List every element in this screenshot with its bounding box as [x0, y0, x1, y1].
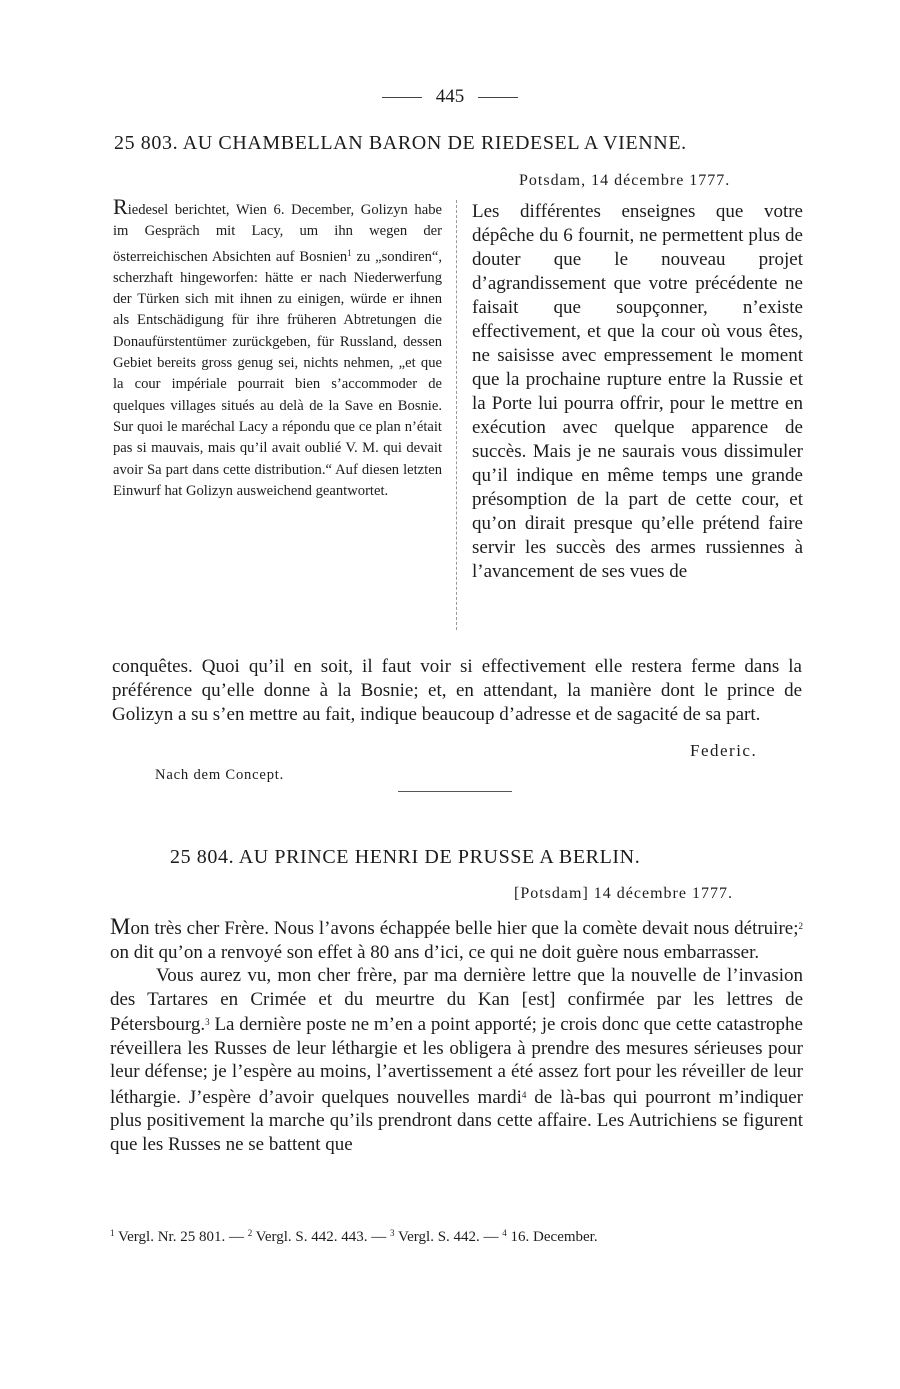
- footnote-2-mark: 2: [247, 1228, 253, 1238]
- page-number-rule-left: [382, 97, 422, 98]
- p2-text-a: Vous aurez vu, mon cher frère, par ma dernière lettre que la nouvelle de l’invasion des Tartares en Crimée et du meurtre du Kan [est] confirmée par les lettres de Pétersbourg.: [110, 965, 803, 1035]
- letter-2-body: [110, 915, 803, 1156]
- summary-dropcap: R: [113, 194, 128, 219]
- column-separator: [456, 200, 457, 630]
- letter-2-dropcap: M: [110, 914, 131, 939]
- summary-text-a: iedesel berichtet, Wien 6. December, Golizyn habe im Gespräch mit Lacy, um ihn wegen der österreichischen Absichten auf Bosnien: [113, 202, 442, 265]
- footnotes: [110, 1222, 803, 1248]
- footnote-ref-1: 1: [347, 247, 352, 258]
- footnote-1-text: Vergl. Nr. 25 801. —: [114, 1229, 248, 1245]
- p2-text-b: La dernière poste ne m’en a point apporté; je crois donc que cette catastrophe réveillera les Russes de leur léthargie et les obligera à prendre des mesures sérieuses pour leur défense; je l’espère au moins, l’avertissement a été assez fort pour les réveiller de leur léthargie. J’espère d’avoir quelques nouvelles mardi: [110, 1014, 803, 1108]
- footnote-4-mark: 4: [502, 1228, 507, 1238]
- letter-2-dateline: [Potsdam] 14 décembre 1777.: [514, 885, 733, 902]
- footnote-3-mark: 3: [390, 1228, 395, 1238]
- letter-1-dateline: Potsdam, 14 décembre 1777.: [519, 172, 731, 189]
- letter-1-body: Les différentes enseignes que votre dépêche du 6 fournit, ne permettent plus de douter que le nouveau projet d’agrandissement que votre précédente ne faisait que soupçonner, n’existe effectivement, et que la cour où vous êtes, ne saisisse avec empressement le moment que la prochaine rupture entre la Russie et la Porte lui pourra offrir, pour le mettre en exécution avec quelque apparence de succès. Mais je ne saurais vous dissimuler qu’il indique en même temps une grande présomption de la part de cette cour, et qu’on dirait presque qu’elle prétend faire servir les succès des armes russiennes à l’avancement de ses vues de: [472, 201, 803, 582]
- p2-text-c: de là-bas qui pourront m’indiquer plus positivement la marche qu’ils prendront dans cette affaire. Les Autrichiens se figurent que les Russes ne se battent que: [110, 1086, 803, 1155]
- footnote-ref-3: 3: [205, 1017, 210, 1027]
- letter-2-paragraph-2: [110, 964, 803, 1156]
- page-number-line: [0, 86, 900, 108]
- letter-1-signature: Federic.: [690, 741, 758, 760]
- page-number: 445: [435, 86, 465, 107]
- footnote-2-text: Vergl. S. 442. 443. —: [252, 1229, 390, 1245]
- footnote-4-text: 16. December.: [506, 1229, 598, 1245]
- letter-1-summary: [113, 194, 442, 502]
- letter-2-heading: 25 804. AU PRINCE HENRI DE PRUSSE A BERLIN.: [170, 846, 641, 868]
- footnote-ref-2: 2: [798, 921, 803, 931]
- page-number-rule-right: [478, 97, 518, 98]
- letter-2-paragraph-1: [110, 915, 803, 964]
- footnote-1-mark: 1: [110, 1228, 115, 1238]
- footnote-3-text: Vergl. S. 442. —: [394, 1229, 503, 1245]
- p1-text-a: on très cher Frère. Nous l’avons échappée belle hier que la comète devait nous détruire;: [130, 918, 799, 939]
- footnote-ref-4: 4: [521, 1089, 527, 1100]
- section-divider: [398, 791, 512, 792]
- letter-1-heading: 25 803. AU CHAMBELLAN BARON DE RIEDESEL A VIENNE.: [114, 132, 687, 154]
- p1-text-b: on dit qu’on a renvoyé son effet à 80 ans d’ici, ce qui ne doit guère nous embarrasser.: [110, 941, 760, 963]
- letter-1-source-note: Nach dem Concept.: [155, 767, 285, 783]
- letter-1-body-continuation: conquêtes. Quoi qu’il en soit, il faut voir si effectivement elle restera ferme dans la préférence qu’elle donne à la Bosnie; et, en attendant, la manière dont le prince de Golizyn a su s’en mettre au fait, indique beaucoup d’adresse et de sagacité de sa part.: [112, 656, 802, 725]
- summary-text-b: zu „sondiren“, scherzhaft hingeworfen: hätte er nach Niederwerfung der Türken sich mit ihnen zu einigen, würde er ihnen als Entschädigung für ihre früheren Abtretungen die Donaufürstentümer zurückgeben, für Russland, dessen Gebiet bereits gross genug sei, nichts nehmen, „et que la cour impériale pourrait bien s’accommoder de quelques villages situés au delà de la Save en Bosnie. Sur quoi le maréchal Lacy a répondu que ce plan n’était pas si mauvais, mais qu’il avait oublié V. M. qui devait avoir Sa part dans cette distribution.“ Auf diesen letzten Einwurf hat Golizyn ausweichend geantwortet.: [113, 248, 442, 499]
